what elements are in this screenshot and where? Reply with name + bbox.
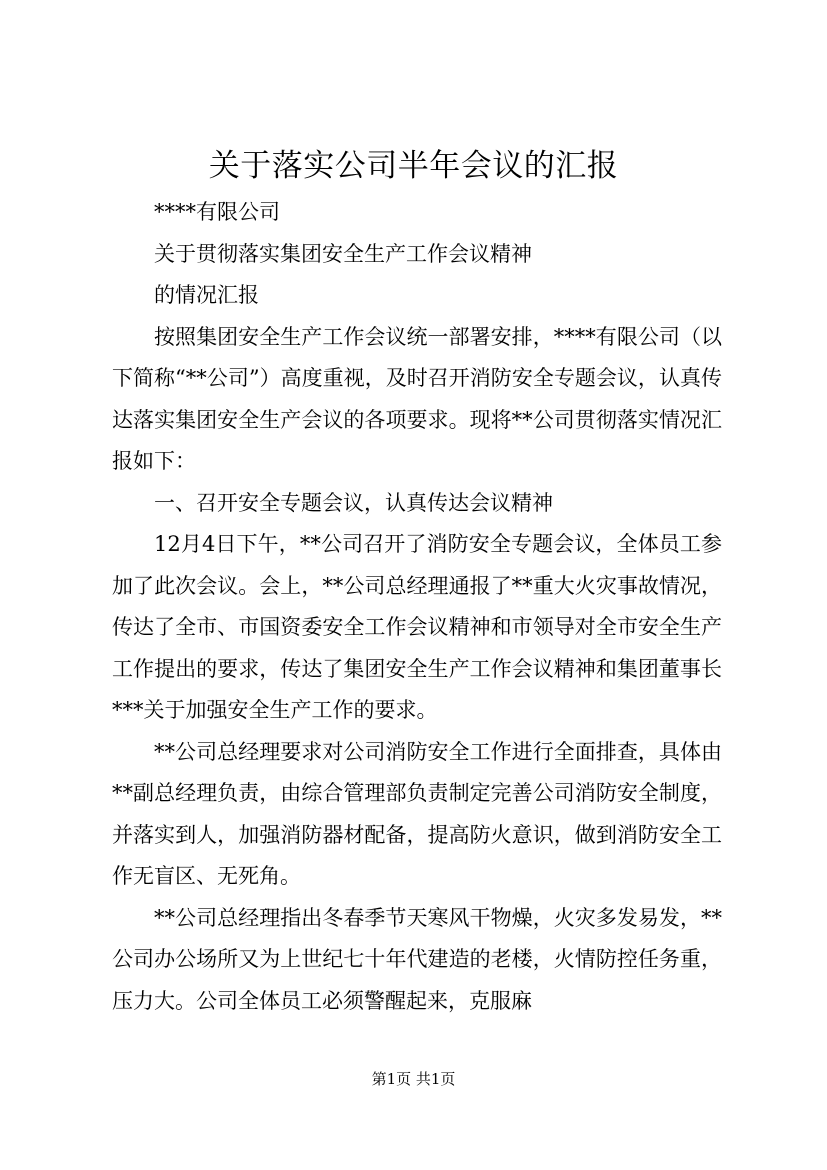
paragraph-company-name: ****有限公司 <box>154 200 280 224</box>
document-body <box>112 192 722 1022</box>
section-heading-1: 一、召开安全专题会议，认真传达会议精神 <box>154 490 553 515</box>
paragraph-introduction: 按照集团安全生产工作会议统一部署安排，****有限公司（以下简称“**公司”）高度重视，及时召开消防安全专题会议，认真传达落实集团安全生产会议的各项要求。现将**公司贯彻落实情况汇报如下： <box>112 324 722 473</box>
document-title: 关于落实公司半年会议的汇报 <box>208 148 619 184</box>
page-footer: 第1页 共1页 <box>371 1070 456 1088</box>
paragraph-meeting-details: 12月4日下午，**公司召开了消防安全专题会议，全体员工参加了此次会议。会上，**公司总经理通报了**重大火灾事故情况，传达了全市、市国资委安全工作会议精神和市领导对全市安全生产工作提出的要求，传达了集团安全生产工作会议精神和集团董事长***关于加强安全生产工作的要求。 <box>112 532 722 722</box>
paragraph-manager-remarks: **公司总经理指出冬春季节天寒风干物燥，火灾多发易发，**公司办公场所又为上世纪七十年代建造的老楼，火情防控任务重，压力大。公司全体员工必须警醒起来，克服麻 <box>112 905 722 1013</box>
paragraph-subject-line-1: 关于贯彻落实集团安全生产工作会议精神 <box>154 241 532 266</box>
paragraph-manager-requirements: **公司总经理要求对公司消防安全工作进行全面排查，具体由**副总经理负责，由综合管理部负责制定完善公司消防安全制度，并落实到人，加强消防器材配备，提高防火意识，做到消防安全工作无盲区、无死角。 <box>112 739 722 888</box>
paragraph-subject-line-2: 的情况汇报 <box>154 283 259 307</box>
